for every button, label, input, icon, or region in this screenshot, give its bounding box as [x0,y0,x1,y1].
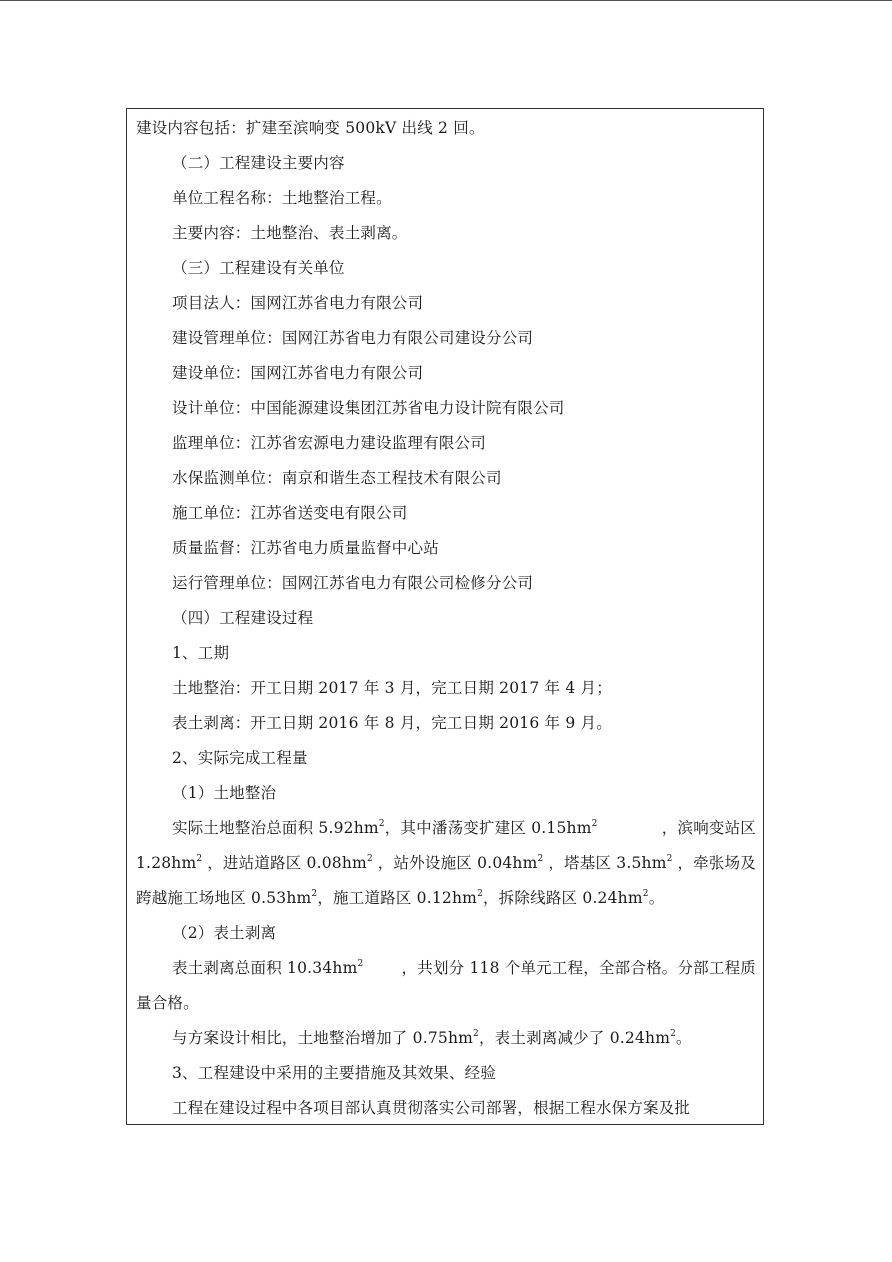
page-top-rule [0,0,892,1]
heading-related-units: （三）工程建设有关单位 [172,259,345,277]
paragraph-land-remediation-areas-line1 [172,818,756,838]
paragraph-monitoring-unit: 水保监测单位：南京和谐生态工程技术有限公司 [172,469,502,487]
text-segment: ，牵张场及 [677,854,756,872]
paragraph-land-remediation-areas-line2 [136,853,756,873]
paragraph-construction-management-unit: 建设管理单位：国网江苏省电力有限公司建设分公司 [172,329,534,347]
text-segment: ，站外设施区 $0.04hm^2$ [377,853,544,872]
subheading-schedule: 1、工期 [172,644,230,662]
paragraph-measures-intro: 工程在建设过程中各项目部认真贯彻落实公司部署，根据工程水保方案及批 [172,1099,691,1117]
subheading-land-remediation: （1）土地整治 [172,784,277,802]
text-segment: ，共划分 118 个单元工程，全部合格。分部工程质 [401,959,756,977]
heading-main-content: （二）工程建设主要内容 [172,154,345,172]
paragraph-main-content: 主要内容：土地整治、表土剥离。 [172,224,408,242]
paragraph-project-legal-person: 项目法人：国网江苏省电力有限公司 [172,294,424,312]
subheading-topsoil-stripping: （2）表土剥离 [172,924,277,942]
paragraph-supervision-unit: 监理单位：江苏省宏源电力建设监理有限公司 [172,434,487,452]
text-segment: $1.28hm^2$ [136,853,203,872]
paragraph-topsoil-stripping-line1 [172,958,756,978]
text-segment: 实际土地整治总面积 $5.92hm^2$，其中潘荡变扩建区 $0.15hm^2$ [172,818,598,837]
paragraph-unit-project-name: 单位工程名称：土地整治工程。 [172,189,392,207]
document-table-cell [126,108,764,1125]
paragraph-topsoil-stripping-schedule: 表土剥离：开工日期 2016 年 8 月，完工日期 2016 年 9 月。 [172,714,612,732]
subheading-main-measures: 3、工程建设中采用的主要措施及其效果、经验 [172,1064,497,1082]
subheading-actual-quantities: 2、实际完成工程量 [172,749,308,767]
paragraph-construction-content: 建设内容包括：扩建至滨响变 500kV 出线 2 回。 [136,119,485,137]
paragraph-design-comparison: 与方案设计相比，土地整治增加了 $0.75hm^2$，表土剥离减少了 $0.24hm^2$。 [172,1028,692,1047]
paragraph-topsoil-stripping-line2: 量合格。 [136,994,199,1012]
paragraph-land-remediation-schedule: 土地整治：开工日期 2017 年 3 月，完工日期 2017 年 4 月； [172,679,612,697]
paragraph-construction-unit: 建设单位：国网江苏省电力有限公司 [172,364,424,382]
text-segment: ，塔基区 $3.5hm^2$ [548,853,673,872]
text-segment: ，滨响变站区 [661,819,756,837]
text-segment: ，进站道路区 $0.08hm^2$ [207,853,373,872]
paragraph-quality-supervision: 质量监督：江苏省电力质量监督中心站 [172,539,439,557]
paragraph-operation-management-unit: 运行管理单位：国网江苏省电力有限公司检修分公司 [172,574,534,592]
text-segment: 表土剥离总面积 $10.34hm^2$ [172,958,364,977]
heading-construction-process: （四）工程建设过程 [172,609,314,627]
paragraph-design-unit: 设计单位：中国能源建设集团江苏省电力设计院有限公司 [172,399,565,417]
paragraph-land-remediation-areas-line3: 跨越施工场地区 $0.53hm^2$，施工道路区 $0.12hm^2$，拆除线路区 $0.24hm^2$。 [136,888,665,907]
paragraph-contractor-unit: 施工单位：江苏省送变电有限公司 [172,504,408,522]
